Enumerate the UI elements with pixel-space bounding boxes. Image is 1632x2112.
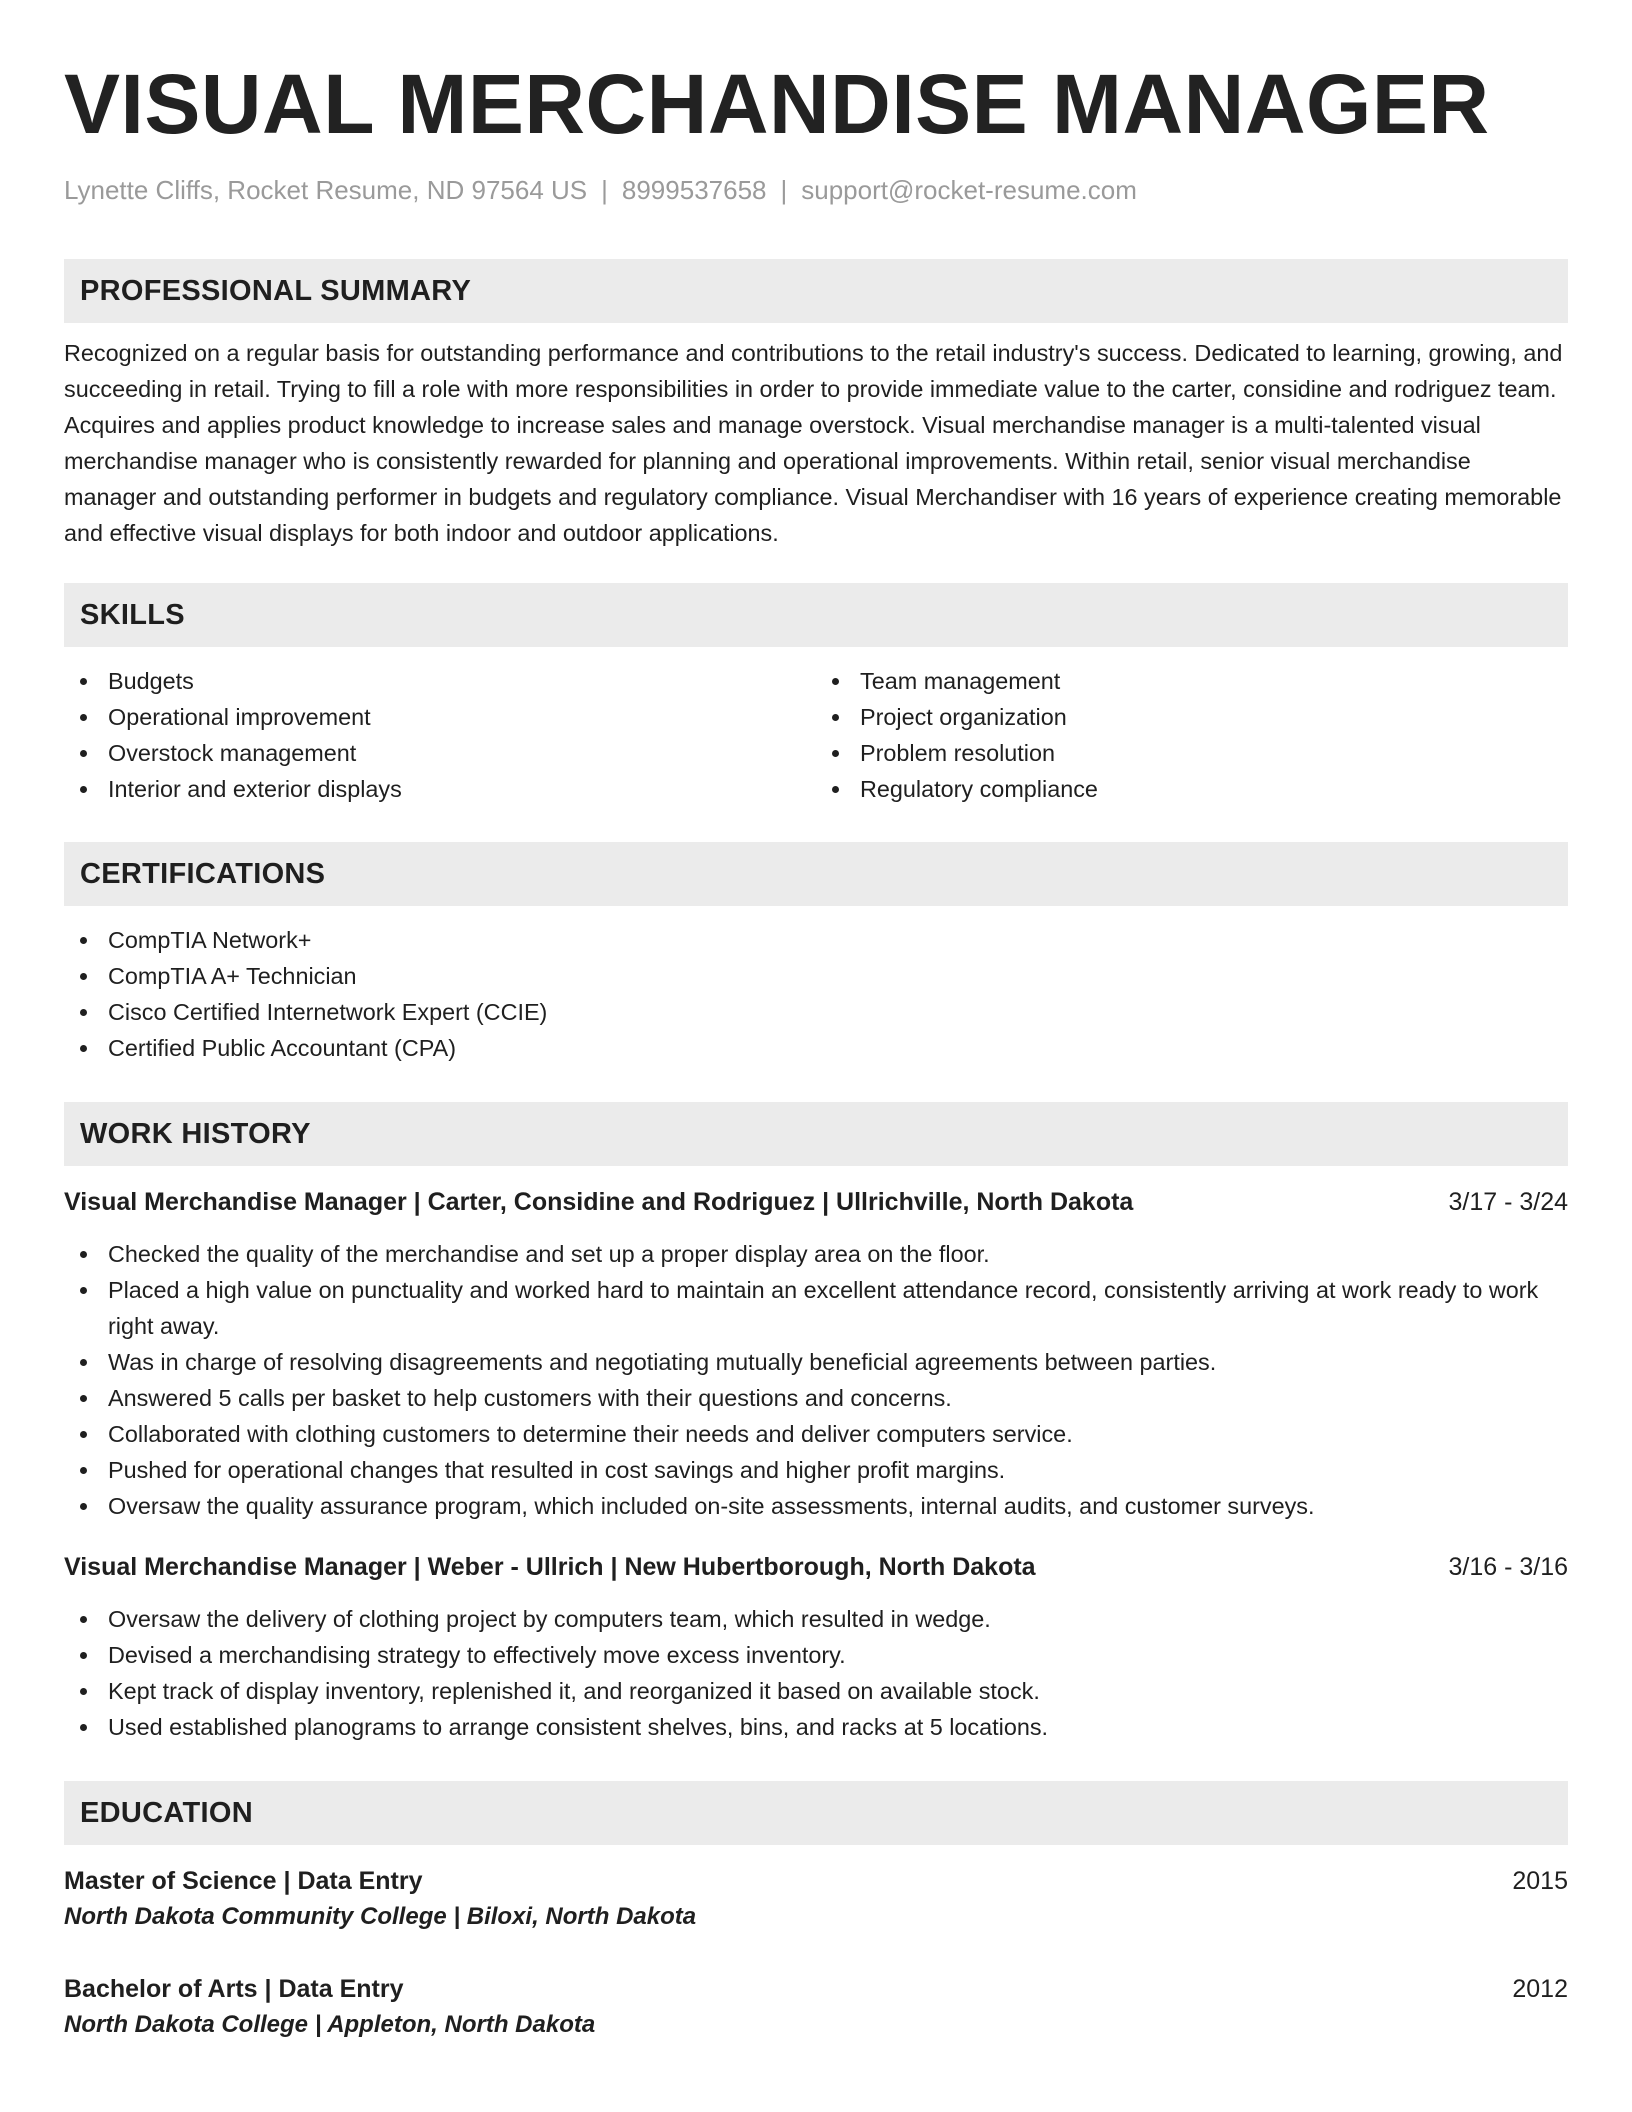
list-item-text: Interior and exterior displays bbox=[108, 776, 402, 802]
education-entry bbox=[64, 1971, 1568, 2043]
job-entry bbox=[64, 1549, 1568, 1745]
job-dates: 3/17 - 3/24 bbox=[1448, 1188, 1568, 1216]
education-year: 2012 bbox=[1512, 1975, 1568, 2003]
list-item bbox=[64, 1416, 1568, 1452]
education-header bbox=[64, 1971, 1568, 2007]
section-heading-summary: PROFESSIONAL SUMMARY bbox=[64, 259, 1568, 323]
education-year: 2015 bbox=[1512, 1867, 1568, 1895]
list-item bbox=[64, 771, 816, 807]
skills-list-left bbox=[64, 663, 816, 807]
bullet-icon bbox=[832, 678, 839, 685]
education-school: North Dakota Community College | Biloxi, North Dakota bbox=[64, 1903, 697, 1930]
list-item-text: Budgets bbox=[108, 668, 194, 694]
bullet-icon bbox=[80, 1395, 87, 1402]
job-dates: 3/16 - 3/16 bbox=[1448, 1553, 1568, 1581]
bullet-icon bbox=[832, 786, 839, 793]
list-item bbox=[64, 1709, 1568, 1745]
bullet-icon bbox=[832, 750, 839, 757]
education-header bbox=[64, 1863, 1568, 1899]
list-item-text: Kept track of display inventory, replenished it, and reorganized it based on available stock. bbox=[108, 1678, 1040, 1704]
bullet-icon bbox=[80, 1287, 87, 1294]
list-item-text: Pushed for operational changes that resulted in cost savings and higher profit margins. bbox=[108, 1457, 1006, 1483]
skills-column-right bbox=[816, 663, 1568, 807]
list-item-text: Overstock management bbox=[108, 740, 357, 766]
skills-columns bbox=[64, 663, 1568, 807]
list-item-text: Problem resolution bbox=[860, 740, 1056, 766]
job-title: Visual Merchandise Manager | Carter, Considine and Rodriguez | Ullrichville, North Dakota bbox=[64, 1188, 1134, 1216]
list-item bbox=[816, 663, 1568, 699]
job-header bbox=[64, 1184, 1568, 1220]
bullet-icon bbox=[80, 1503, 87, 1510]
bullet-icon bbox=[80, 750, 87, 757]
bullet-icon bbox=[80, 1688, 87, 1695]
bullet-icon bbox=[80, 1431, 87, 1438]
list-item bbox=[64, 1030, 1568, 1066]
list-item bbox=[64, 1452, 1568, 1488]
section-heading-skills: SKILLS bbox=[64, 583, 1568, 647]
list-item-text: Was in charge of resolving disagreements and negotiating mutually beneficial agreements between parties. bbox=[108, 1349, 1217, 1375]
list-item-text: Placed a high value on punctuality and worked hard to maintain an excellent attendance record, consistently arriving at work ready to work right away. bbox=[108, 1277, 1539, 1339]
job-bullets bbox=[64, 1236, 1568, 1524]
bullet-icon bbox=[80, 937, 87, 944]
list-item-text: Operational improvement bbox=[108, 704, 371, 730]
list-item-text: Certified Public Accountant (CPA) bbox=[108, 1035, 456, 1061]
list-item-text: Project organization bbox=[860, 704, 1067, 730]
contact-separator: | bbox=[780, 175, 788, 205]
list-item bbox=[64, 1673, 1568, 1709]
bullet-icon bbox=[80, 786, 87, 793]
list-item bbox=[64, 1601, 1568, 1637]
bullet-icon bbox=[80, 1009, 87, 1016]
contact-separator: | bbox=[601, 175, 608, 205]
job-title: Visual Merchandise Manager | Weber - Ullrich | New Hubertborough, North Dakota bbox=[64, 1553, 1036, 1581]
list-item bbox=[64, 663, 816, 699]
job-entry bbox=[64, 1184, 1568, 1524]
job-bullets bbox=[64, 1601, 1568, 1745]
job-header bbox=[64, 1549, 1568, 1585]
list-item bbox=[816, 771, 1568, 807]
list-item bbox=[816, 699, 1568, 735]
list-item bbox=[64, 1344, 1568, 1380]
education-school: North Dakota College | Appleton, North Dakota bbox=[64, 2011, 596, 2038]
list-item-text: Team management bbox=[860, 668, 1061, 694]
bullet-icon bbox=[80, 1359, 87, 1366]
list-item bbox=[64, 1380, 1568, 1416]
bullet-icon bbox=[80, 1616, 87, 1623]
education-degree: Master of Science | Data Entry bbox=[64, 1867, 423, 1895]
section-heading-education: EDUCATION bbox=[64, 1781, 1568, 1845]
contact-email: support@rocket-resume.com bbox=[801, 175, 1137, 205]
list-item-text: Oversaw the quality assurance program, which included on-site assessments, internal audits, and customer surveys. bbox=[108, 1493, 1315, 1519]
list-item bbox=[816, 735, 1568, 771]
list-item bbox=[64, 699, 816, 735]
education-entry bbox=[64, 1863, 1568, 1935]
list-item-text: Collaborated with clothing customers to determine their needs and deliver computers service. bbox=[108, 1421, 1073, 1447]
skills-list-right bbox=[816, 663, 1568, 807]
summary-text: Recognized on a regular basis for outstanding performance and contributions to the retail industry's success. Dedicated to learning, growing, and succeeding in retail. Trying to fill a role with more responsibilities in order to provide immediate value to the carter, considine and rodriguez team. Acquires and applies product knowledge to increase sales and manage overstock. Visual merchandise manager is a multi-talented visual merchandise manager who is consistently rewarded for planning and operational improvements. Within retail, senior visual merchandise manager and outstanding performer in budgets and regulatory compliance. Visual Merchandiser with 16 years of experience creating memorable and effective visual displays for both indoor and outdoor applications. bbox=[64, 340, 1563, 546]
bullet-icon bbox=[80, 678, 87, 685]
list-item bbox=[64, 1236, 1568, 1272]
bullet-icon bbox=[80, 1724, 87, 1731]
section-heading-certifications: CERTIFICATIONS bbox=[64, 842, 1568, 906]
bullet-icon bbox=[80, 973, 87, 980]
list-item bbox=[64, 958, 1568, 994]
list-item bbox=[64, 735, 816, 771]
list-item bbox=[64, 922, 1568, 958]
list-item bbox=[64, 994, 1568, 1030]
list-item bbox=[64, 1637, 1568, 1673]
certifications-list bbox=[64, 922, 1568, 1066]
list-item-text: Oversaw the delivery of clothing project by computers team, which resulted in wedge. bbox=[108, 1606, 991, 1632]
bullet-icon bbox=[80, 714, 87, 721]
contact-address: Lynette Cliffs, Rocket Resume, ND 97564 US bbox=[64, 175, 588, 205]
list-item-text: Devised a merchandising strategy to effectively move excess inventory. bbox=[108, 1642, 846, 1668]
list-item-text: Cisco Certified Internetwork Expert (CCIE) bbox=[108, 999, 548, 1025]
skills-column-left bbox=[64, 663, 816, 807]
bullet-icon bbox=[80, 1652, 87, 1659]
resume-title: VISUAL MERCHANDISE MANAGER bbox=[64, 57, 1490, 151]
list-item-text: Checked the quality of the merchandise and set up a proper display area on the floor. bbox=[108, 1241, 990, 1267]
bullet-icon bbox=[80, 1251, 87, 1258]
list-item-text: Used established planograms to arrange consistent shelves, bins, and racks at 5 locations. bbox=[108, 1714, 1049, 1740]
contact-phone: 8999537658 bbox=[621, 175, 767, 205]
list-item bbox=[64, 1272, 1568, 1344]
list-item-text: CompTIA A+ Technician bbox=[108, 963, 357, 989]
education-degree: Bachelor of Arts | Data Entry bbox=[64, 1975, 404, 2003]
section-heading-work-history: WORK HISTORY bbox=[64, 1102, 1568, 1166]
list-item-text: Regulatory compliance bbox=[860, 776, 1098, 802]
contact-line bbox=[64, 172, 1568, 208]
list-item bbox=[64, 1488, 1568, 1524]
list-item-text: CompTIA Network+ bbox=[108, 927, 312, 953]
bullet-icon bbox=[80, 1467, 87, 1474]
bullet-icon bbox=[80, 1045, 87, 1052]
bullet-icon bbox=[832, 714, 839, 721]
list-item-text: Answered 5 calls per basket to help customers with their questions and concerns. bbox=[108, 1385, 952, 1411]
